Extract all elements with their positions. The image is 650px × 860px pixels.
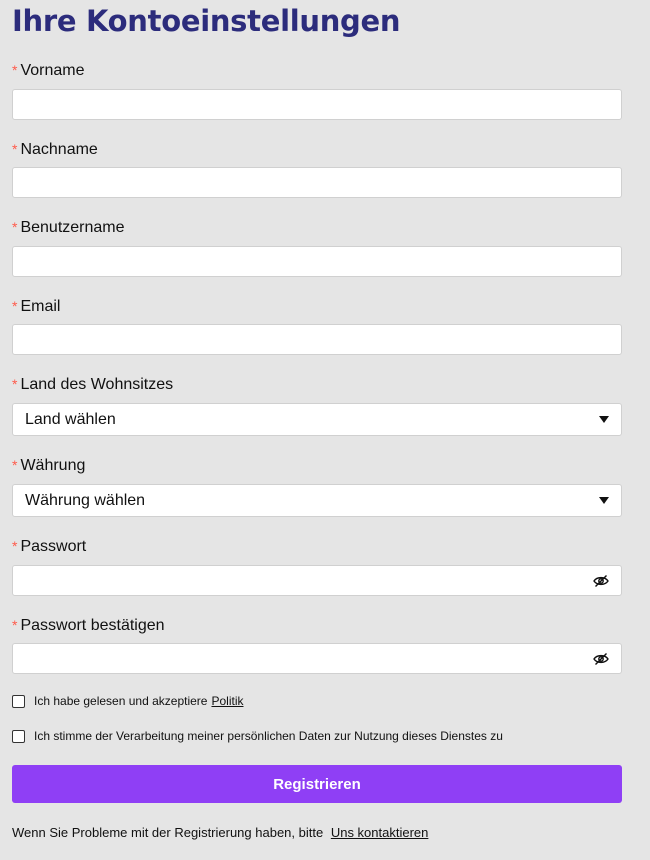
contact-link[interactable]: Uns kontaktieren bbox=[330, 825, 429, 840]
username-label: * Benutzername bbox=[12, 219, 125, 236]
first-name-input[interactable] bbox=[12, 89, 622, 120]
data-processing-checkbox[interactable] bbox=[12, 730, 25, 743]
email-input[interactable] bbox=[12, 324, 622, 355]
currency-label: * Währung bbox=[12, 457, 86, 474]
currency-select[interactable] bbox=[12, 484, 622, 517]
data-processing-checkbox-label: Ich stimme der Verarbeitung meiner persönlichen Daten zur Nutzung dieses Dienstes zu bbox=[34, 729, 503, 743]
footer-help-text bbox=[12, 825, 428, 840]
required-marker: * bbox=[12, 457, 18, 473]
policy-checkbox[interactable] bbox=[12, 695, 25, 708]
first-name-label: * Vorname bbox=[12, 62, 85, 79]
data-processing-checkbox-row bbox=[12, 729, 503, 743]
required-marker: * bbox=[12, 538, 18, 554]
footer-text: Wenn Sie Probleme mit der Registrierung haben, bitte bbox=[12, 825, 324, 840]
eye-off-icon[interactable] bbox=[593, 574, 609, 588]
required-marker: * bbox=[12, 376, 18, 392]
page-title: Ihre Kontoeinstellungen bbox=[12, 4, 401, 38]
country-label: * Land des Wohnsitzes bbox=[12, 376, 174, 393]
required-marker: * bbox=[12, 141, 18, 157]
password-confirm-input[interactable] bbox=[12, 643, 622, 674]
policy-checkbox-row bbox=[12, 694, 243, 708]
email-label: * Email bbox=[12, 298, 61, 315]
eye-off-icon[interactable] bbox=[593, 652, 609, 666]
policy-link[interactable]: Politik bbox=[211, 694, 244, 708]
currency-select-value: Währung wählen bbox=[25, 491, 146, 509]
required-marker: * bbox=[12, 219, 18, 235]
password-confirm-label: * Passwort bestätigen bbox=[12, 617, 165, 634]
required-marker: * bbox=[12, 62, 18, 78]
policy-checkbox-label: Ich habe gelesen und akzeptiere bbox=[34, 694, 208, 708]
chevron-down-icon bbox=[599, 416, 609, 423]
password-label: * Passwort bbox=[12, 538, 87, 555]
username-input[interactable] bbox=[12, 246, 622, 277]
last-name-label: * Nachname bbox=[12, 141, 98, 158]
register-button[interactable]: Registrieren bbox=[12, 765, 622, 803]
last-name-input[interactable] bbox=[12, 167, 622, 198]
required-marker: * bbox=[12, 298, 18, 314]
chevron-down-icon bbox=[599, 497, 609, 504]
country-select[interactable] bbox=[12, 403, 622, 436]
password-input[interactable] bbox=[12, 565, 622, 596]
country-select-value: Land wählen bbox=[25, 410, 116, 428]
required-marker: * bbox=[12, 617, 18, 633]
